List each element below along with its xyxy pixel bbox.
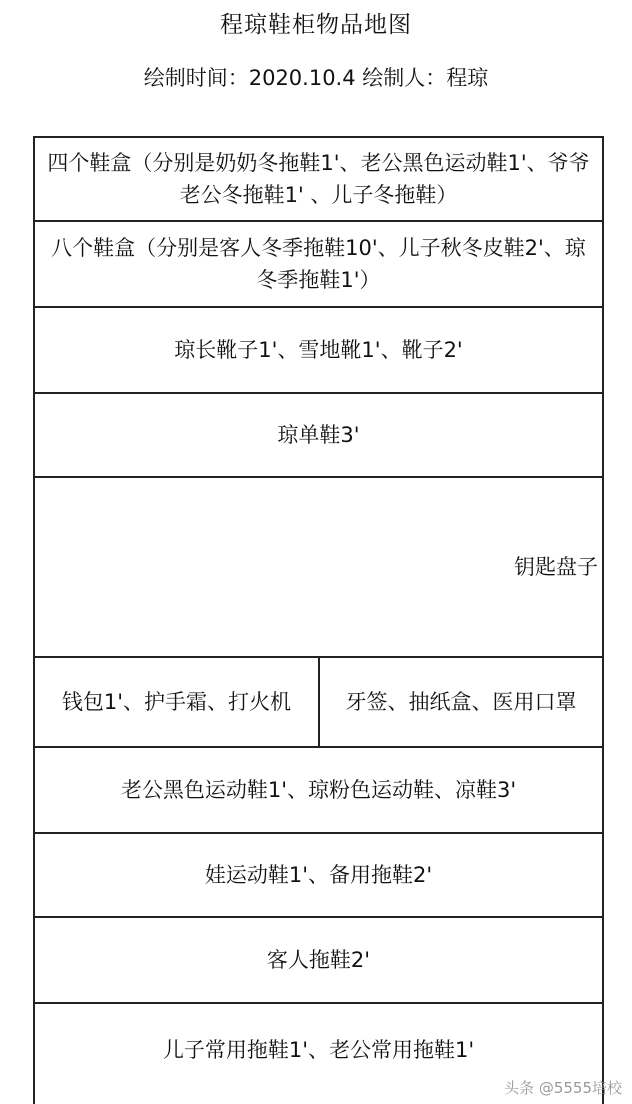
shelf-row-8 xyxy=(35,834,602,918)
shelf-row-4-label: 琼单鞋3' xyxy=(277,423,360,447)
shelf-row-7-label: 老公黑色运动鞋1'、琼粉色运动鞋、凉鞋3' xyxy=(120,778,517,802)
shelf-row-6 xyxy=(35,658,602,748)
shelf-row-2 xyxy=(35,222,602,308)
shelf-row-5-label: 钥匙盘子 xyxy=(514,555,598,579)
shelf-row-8-label: 娃运动鞋1'、备用拖鞋2' xyxy=(204,863,433,887)
shelf-row-6-left-label: 钱包1'、护手霜、打火机 xyxy=(61,690,292,714)
shelf-row-6-left-cell xyxy=(35,658,320,746)
watermark: 头条 @5555培校 xyxy=(504,1079,622,1097)
shelf-row-6-right-cell xyxy=(320,658,602,746)
shelf-row-4 xyxy=(35,394,602,478)
shelf-row-3-label: 琼长靴子1'、雪地靴1'、靴子2' xyxy=(174,338,463,362)
shelf-row-9-label: 客人拖鞋2' xyxy=(266,948,371,972)
shelf-row-5 xyxy=(35,478,602,658)
shelf-row-3 xyxy=(35,308,602,394)
shelf-row-1-label: 四个鞋盒（分别是奶奶冬拖鞋1'、老公黑色运动鞋1'、爷爷老公冬拖鞋1' 、儿子冬拖鞋） xyxy=(47,151,590,207)
shoe-cabinet xyxy=(33,136,604,1104)
shelf-row-2-label: 八个鞋盒（分别是客人冬季拖鞋10'、儿子秋冬皮鞋2'、琼冬季拖鞋1'） xyxy=(51,236,586,292)
shelf-row-1 xyxy=(35,138,602,222)
shelf-row-6-right-label: 牙签、抽纸盒、医用口罩 xyxy=(345,690,577,714)
shelf-row-7 xyxy=(35,748,602,834)
shelf-row-10-label: 儿子常用拖鞋1'、老公常用拖鞋1' xyxy=(162,1038,475,1062)
shelf-row-9 xyxy=(35,918,602,1004)
page-subtitle: 绘制时间：2020.10.4 绘制人：程琼 xyxy=(143,66,489,90)
page-title: 程琼鞋柜物品地图 xyxy=(220,12,412,38)
